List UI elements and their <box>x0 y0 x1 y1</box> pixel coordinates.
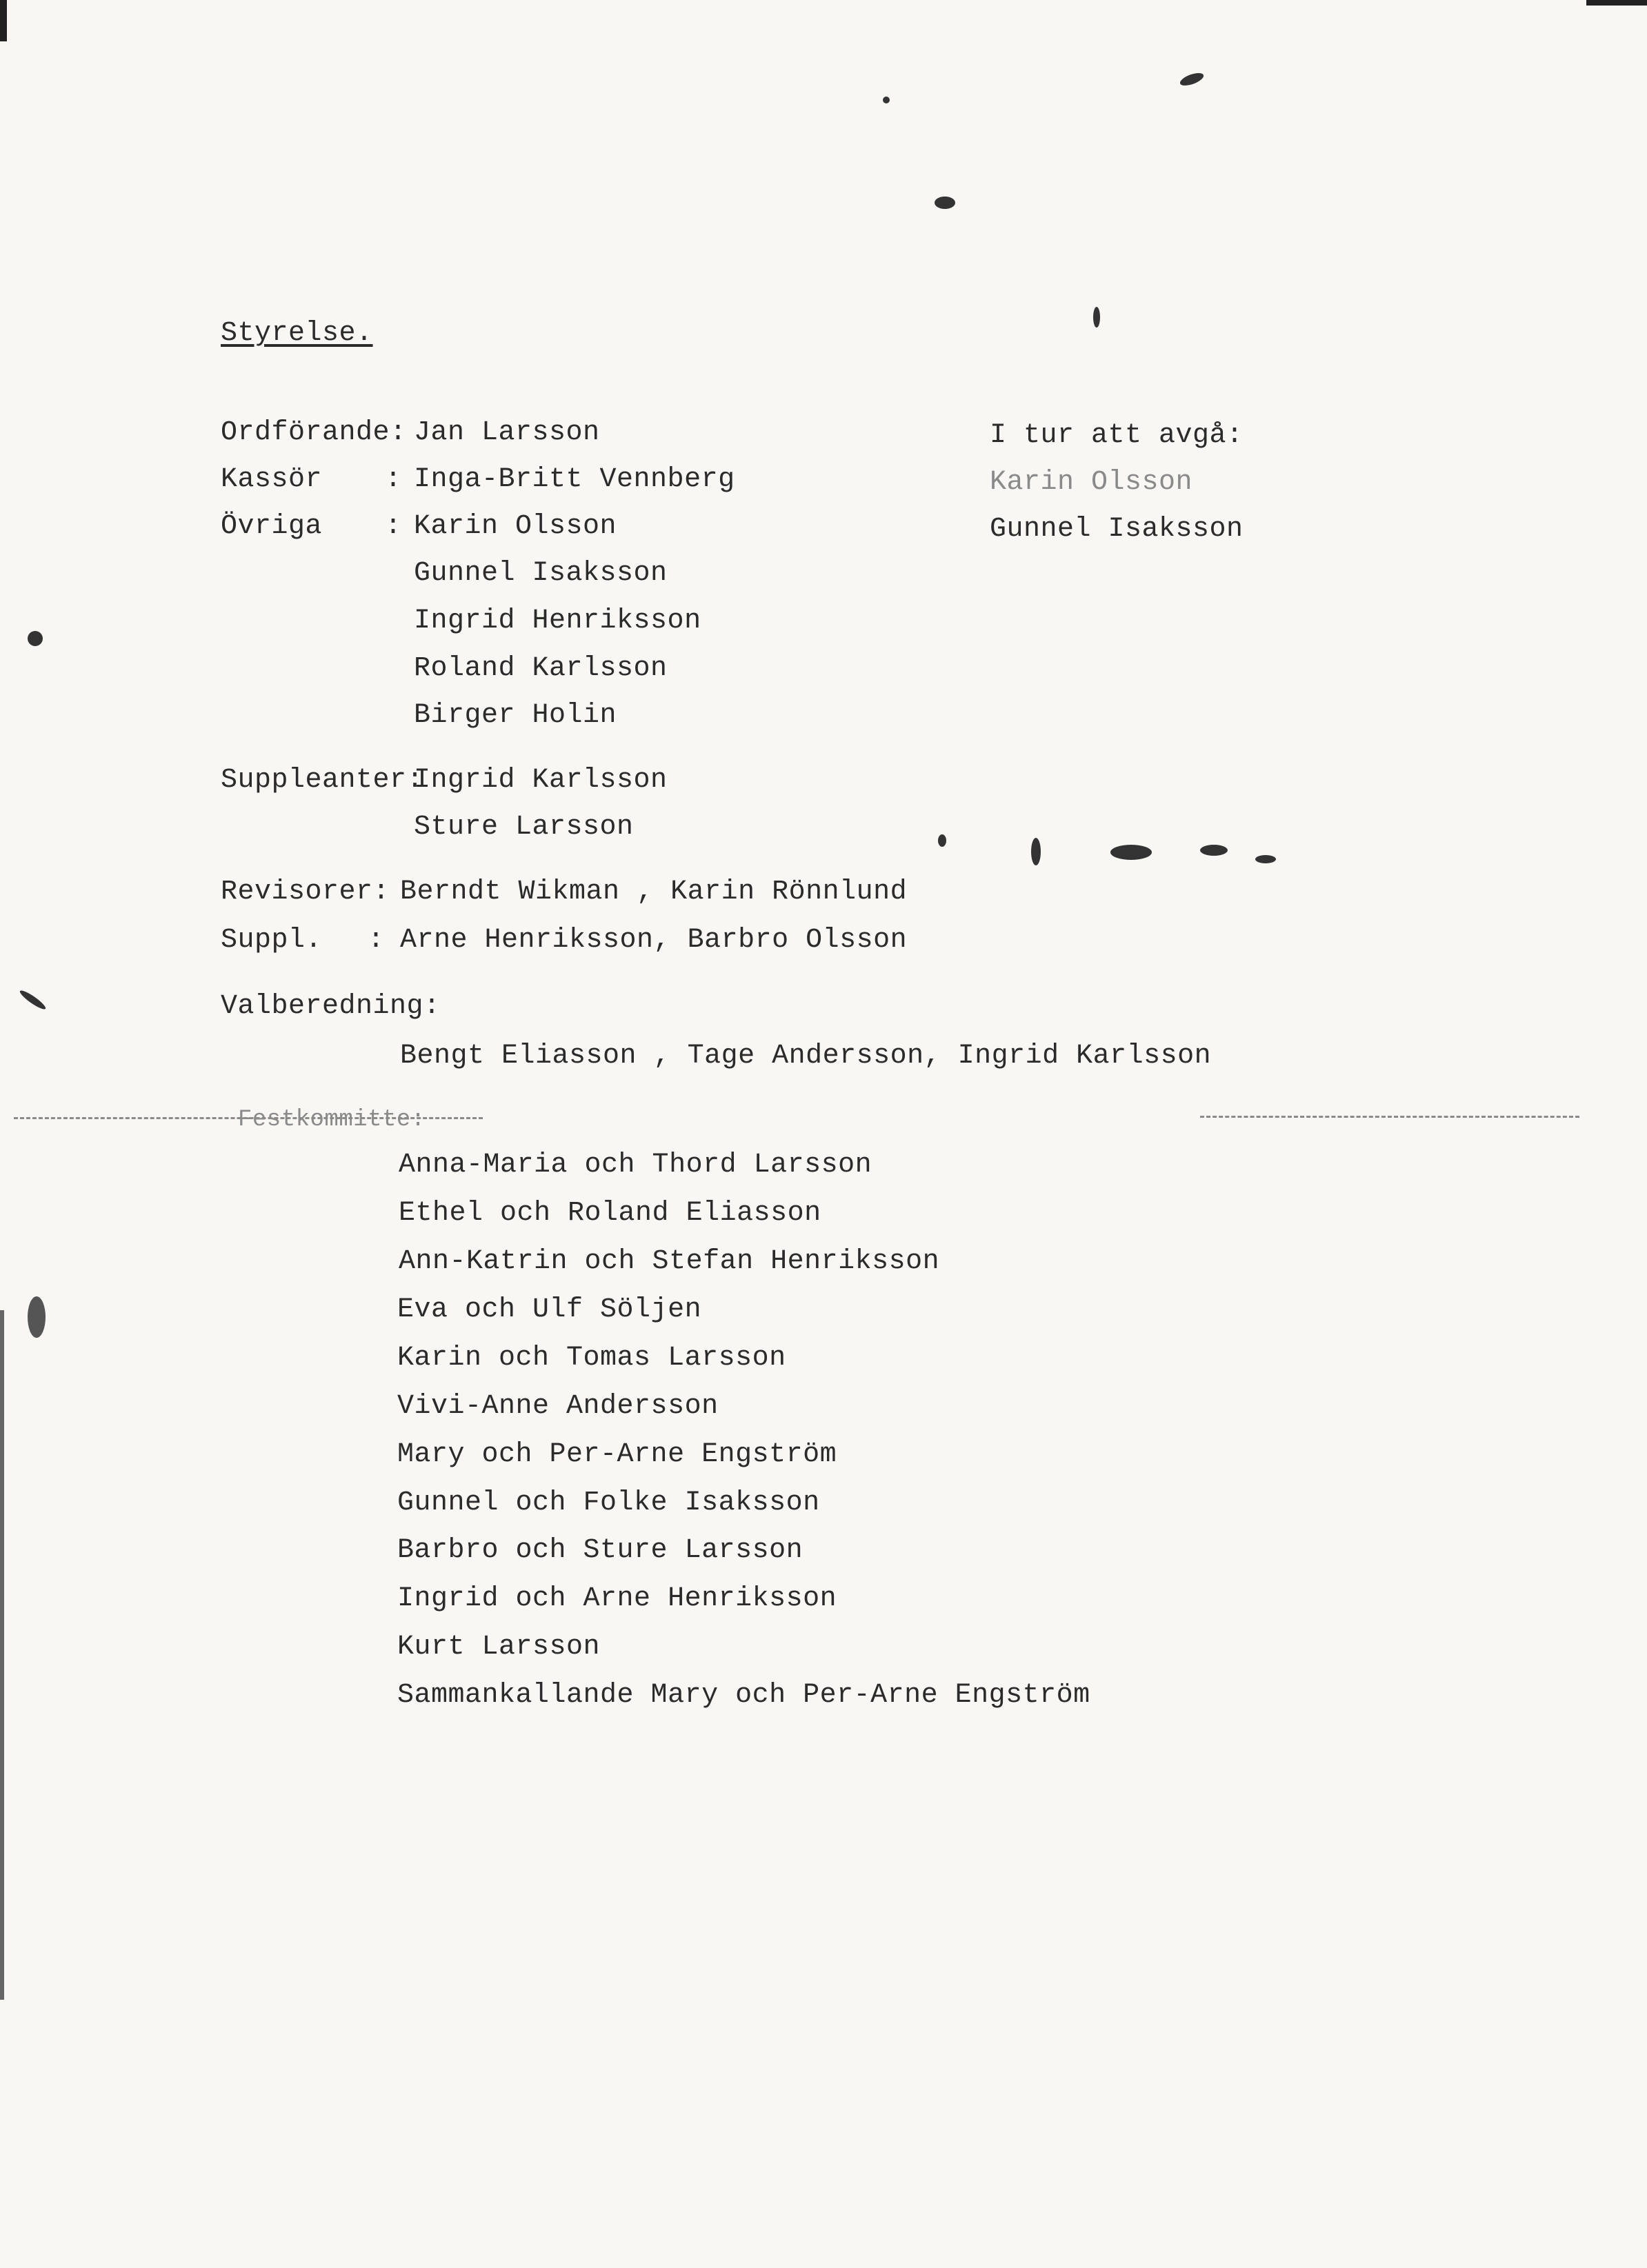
speck <box>1093 307 1100 328</box>
scan-edge-top-left <box>0 0 7 41</box>
host-name: Vivi-Anne Andersson <box>397 1391 719 1422</box>
host-name: Barbro och Sture Larsson <box>397 1535 803 1566</box>
scan-edge-left <box>0 1310 4 2000</box>
speck <box>1179 70 1206 88</box>
speck <box>1110 845 1152 860</box>
speck <box>1200 845 1228 856</box>
leaving-name: Karin Olsson <box>990 467 1193 498</box>
auditor-deputies-names: Arne Henriksson, Barbro Olsson <box>400 925 908 956</box>
leaving-name: Gunnel Isaksson <box>990 514 1244 545</box>
host-name: Mary och Per-Arne Engström <box>397 1439 837 1470</box>
board-member: Karin Olsson <box>414 511 617 542</box>
host-name: Gunnel och Folke Isaksson <box>397 1487 820 1518</box>
chair-label: Ordförande: <box>221 417 407 448</box>
host-name: Ingrid och Arne Henriksson <box>397 1583 837 1614</box>
board-member: Ingrid Henriksson <box>414 605 701 636</box>
nomination-names: Bengt Eliasson , Tage Andersson, Ingrid Karlsson <box>400 1041 1212 1072</box>
host-name: Sammankallande Mary och Per-Arne Engström <box>397 1680 1090 1711</box>
others-label: Övriga <box>221 511 323 542</box>
auditor-deputies-separator: : <box>368 925 385 956</box>
host-name: Ann-Katrin och Stefan Henriksson <box>399 1246 940 1277</box>
board-member: Gunnel Isaksson <box>414 558 668 589</box>
nomination-label: Valberedning: <box>221 991 441 1022</box>
host-name: Ethel och Roland Eliasson <box>399 1198 821 1229</box>
section-heading: Styrelse. <box>221 318 373 349</box>
scan-fold-line <box>1200 1116 1579 1118</box>
speck <box>28 631 43 646</box>
speck <box>1255 855 1276 863</box>
auditors-label: Revisorer: <box>221 876 390 907</box>
auditor-deputies-label: Suppl. <box>221 925 323 956</box>
leaving-label: I tur att avgå: <box>990 420 1244 451</box>
others-separator: : <box>385 511 402 542</box>
treasurer-label: Kassör <box>221 464 323 495</box>
board-member: Roland Karlsson <box>414 653 668 684</box>
speck <box>935 197 955 209</box>
scan-edge-top-right <box>1586 0 1647 6</box>
speck <box>18 988 48 1012</box>
treasurer-separator: : <box>385 464 402 495</box>
speck <box>1031 838 1041 865</box>
deputy-name: Sture Larsson <box>414 812 634 843</box>
host-name: Kurt Larsson <box>397 1632 601 1663</box>
hosts-label: Festkommitte: <box>238 1107 426 1133</box>
deputies-label: Suppleanter: <box>221 765 424 796</box>
speck <box>938 834 946 847</box>
speck <box>28 1296 46 1338</box>
chair-name: Jan Larsson <box>414 417 600 448</box>
board-member: Birger Holin <box>414 700 617 731</box>
auditors-names: Berndt Wikman , Karin Rönnlund <box>400 876 908 907</box>
treasurer-name: Inga-Britt Vennberg <box>414 464 735 495</box>
speck <box>883 97 890 103</box>
host-name: Anna-Maria och Thord Larsson <box>399 1150 872 1181</box>
host-name: Eva och Ulf Söljen <box>397 1294 702 1325</box>
deputy-name: Ingrid Karlsson <box>414 765 668 796</box>
host-name: Karin och Tomas Larsson <box>397 1343 786 1374</box>
